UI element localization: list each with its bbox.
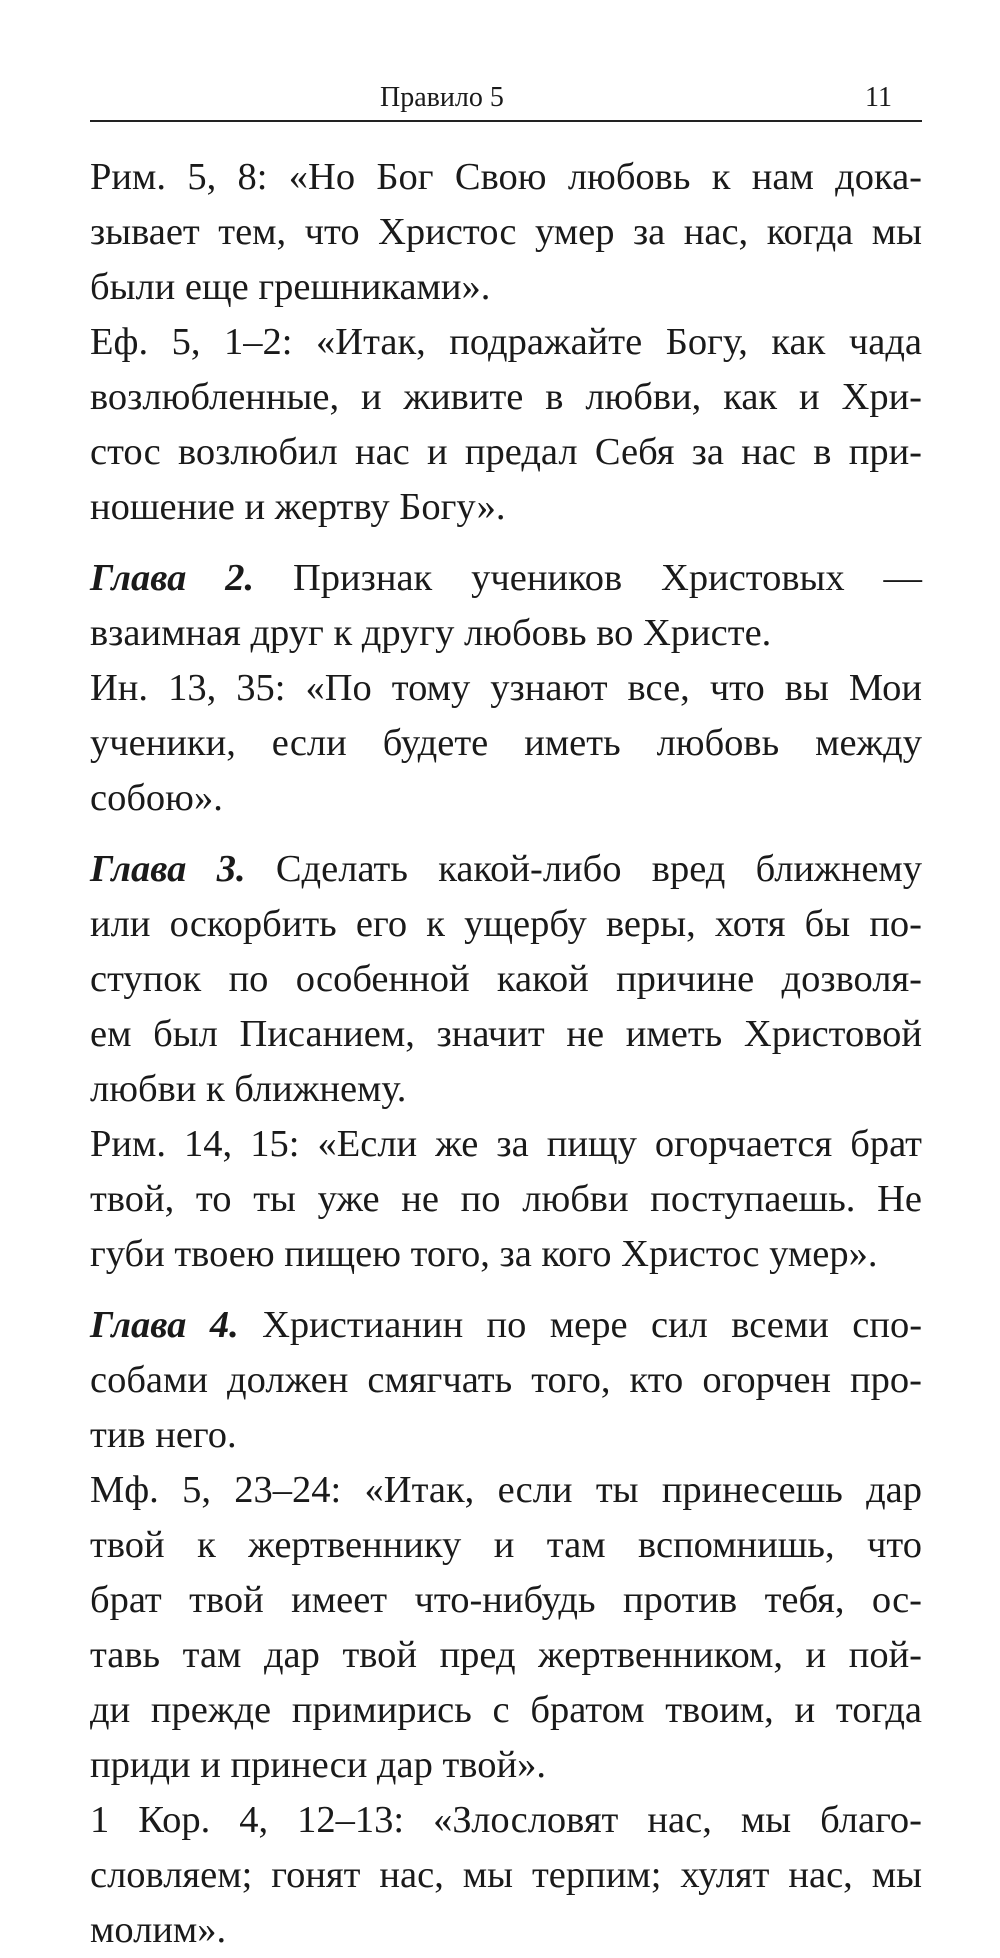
- chapter-label: Глава: [90, 557, 187, 599]
- running-head: [90, 70, 922, 122]
- text-line: твой, то ты уже не по любви поступаешь. Не: [90, 1178, 922, 1220]
- text-line: тив него.: [90, 1414, 237, 1456]
- text-line: Мф. 5, 23–24: «Итак, если ты принесешь дар: [90, 1469, 922, 1511]
- text-line: [90, 842, 922, 897]
- running-head-title: Правило 5: [380, 82, 504, 113]
- text-line: Ин. 13, 35: «По тому узнают все, что вы Мои: [90, 667, 922, 709]
- text-line: собами должен смягчать того, кто огорчен про-: [90, 1359, 922, 1401]
- chapter-title: Сделать какой-либо вред ближнему: [275, 848, 923, 890]
- text-line: брат твой имеет что-нибудь против тебя, ос-: [90, 1579, 922, 1621]
- text-line: Рим. 5, 8: «Но Бог Свою любовь к нам дока-: [90, 156, 922, 198]
- text-line: Рим. 14, 15: «Если же за пищу огорчается брат: [90, 1123, 922, 1165]
- scripture-quote-rom-14-15: [90, 1117, 922, 1282]
- text-line: тавь там дар твой пред жертвенником, и пой-: [90, 1634, 922, 1676]
- text-line: губи твоею пищею того, за кого Христос умер».: [90, 1233, 878, 1275]
- chapter-2-heading: [90, 551, 922, 661]
- text-line: 1 Кор. 4, 12–13: «Злословят нас, мы благо-: [90, 1799, 922, 1841]
- body-text: [90, 150, 922, 1958]
- chapter-3-heading: [90, 842, 922, 1117]
- scripture-quote-1cor-4-12: [90, 1793, 922, 1958]
- text-line: молим».: [90, 1909, 227, 1951]
- chapter-label: Глава: [90, 1304, 187, 1346]
- text-line: были еще грешниками».: [90, 266, 491, 308]
- text-line: ношение и жертву Богу».: [90, 486, 506, 528]
- text-line: любви к ближнему.: [90, 1068, 407, 1110]
- text-line: зывает тем, что Христос умер за нас, когда мы: [90, 211, 922, 253]
- text-line: стос возлюбил нас и предал Себя за нас в при-: [90, 431, 922, 473]
- text-line: собою».: [90, 777, 223, 819]
- scripture-quote-rom-5-8: [90, 150, 922, 315]
- chapter-title: Признак учеников Христовых —: [293, 557, 923, 599]
- chapter-number: 2.: [225, 557, 255, 599]
- chapter-label: Глава: [90, 848, 187, 890]
- text-line: ученики, если будете иметь любовь между: [90, 722, 922, 764]
- text-line: ди прежде примирись с братом твоим, и тогда: [90, 1689, 922, 1731]
- text-line: ступок по особенной какой причине дозволя-: [90, 958, 922, 1000]
- text-line: ем был Писанием, значит не иметь Христовой: [90, 1013, 922, 1055]
- text-line: [90, 551, 922, 606]
- text-line: твой к жертвеннику и там вспомнишь, что: [90, 1524, 922, 1566]
- text-line: или оскорбить его к ущербу веры, хотя бы по-: [90, 903, 922, 945]
- book-page: [90, 0, 923, 1951]
- text-line: словляем; гонят нас, мы терпим; хулят нас, мы: [90, 1854, 922, 1896]
- scripture-quote-eph-5-1: [90, 315, 922, 535]
- chapter-title: Христианин по мере сил всеми спо-: [262, 1304, 923, 1346]
- scripture-quote-matt-5-23: [90, 1463, 922, 1793]
- text-line: Еф. 5, 1–2: «Итак, подражайте Богу, как чада: [90, 321, 922, 363]
- text-line: взаимная друг к другу любовь во Христе.: [90, 612, 772, 654]
- chapter-number: 4.: [209, 1304, 239, 1346]
- chapter-4-heading: [90, 1298, 922, 1463]
- text-line: приди и принеси дар твой».: [90, 1744, 546, 1786]
- text-line: [90, 1298, 922, 1353]
- scripture-quote-john-13-35: [90, 661, 922, 826]
- page-number: 11: [865, 82, 892, 113]
- text-line: возлюбленные, и живите в любви, как и Хри-: [90, 376, 922, 418]
- chapter-number: 3.: [216, 848, 246, 890]
